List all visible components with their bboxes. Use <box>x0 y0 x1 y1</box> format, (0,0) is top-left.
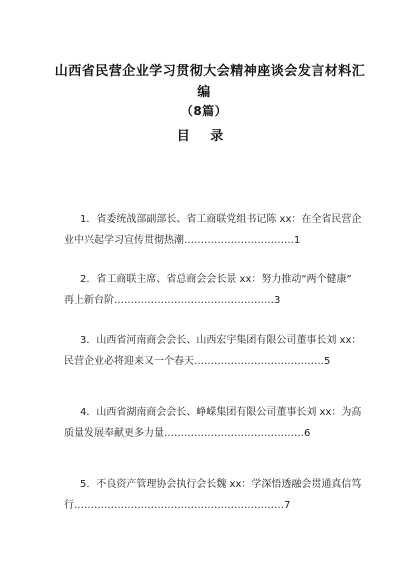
toc-leader-dots: ………………………………… <box>194 356 324 367</box>
toc-entry[interactable] <box>64 330 364 372</box>
toc-entry-line-2 <box>64 423 364 444</box>
toc-leader-dots: ………………………………………… <box>114 295 274 306</box>
toc-entry-line-1: 1．省委统战部副部长、省工商联党组书记陈 xx：在全省民营企 <box>80 214 362 225</box>
toc-entry-line-2 <box>64 495 364 516</box>
document-title-line-2: 编 <box>197 85 211 100</box>
toc-entry-line-1: 2．省工商联主席、省总商会会长景 xx：努力推动“两个健康” <box>80 274 352 285</box>
toc-heading: 目 录 <box>176 129 232 144</box>
toc-entry-line-2 <box>64 351 364 372</box>
toc-page-number: 3 <box>274 295 281 306</box>
toc-entry-text: 质量发展奉献更多力量 <box>64 428 164 439</box>
toc-entry[interactable] <box>64 269 364 311</box>
document-title-line-1: 山西省民营企业学习贯彻大会精神座谈会发言材料汇 <box>54 64 366 79</box>
toc-entry[interactable] <box>64 474 364 516</box>
toc-entry-line-1: 5．不良资产管理协会执行会长魏 xx：学深悟透融会贯通真信笃 <box>80 479 362 490</box>
toc-leader-dots: …………………………………… <box>164 428 304 439</box>
toc-entry-line-2 <box>64 230 364 251</box>
toc-entry-text: 再上新台阶 <box>64 295 114 306</box>
toc-leader-dots: …………………………… <box>184 235 294 246</box>
toc-entry[interactable] <box>64 402 364 444</box>
toc-entry-text: 民营企业必将迎来又一个春天 <box>64 356 194 367</box>
toc-entry-text: 行 <box>64 500 74 511</box>
toc-page-number: 6 <box>304 428 311 439</box>
toc-page-number: 1 <box>294 235 301 246</box>
toc-entry-line-1: 3．山西省河南商会会长、山西宏宇集团有限公司董事长刘 xx： <box>80 335 362 346</box>
toc-entry-text: 业中兴起学习宣传贯彻热潮 <box>64 235 184 246</box>
document-article-count: （8篇） <box>180 104 228 118</box>
toc-entry-line-1: 4．山西省湖南商会会长、峥嵘集团有限公司董事长刘 xx：为高 <box>80 407 362 418</box>
toc-entry-line-2 <box>64 290 364 311</box>
toc-leader-dots: ……………………………………………………… <box>74 500 284 511</box>
toc-entry[interactable] <box>64 209 364 251</box>
toc-page-number: 5 <box>324 356 331 367</box>
toc-page-number: 7 <box>284 500 291 511</box>
